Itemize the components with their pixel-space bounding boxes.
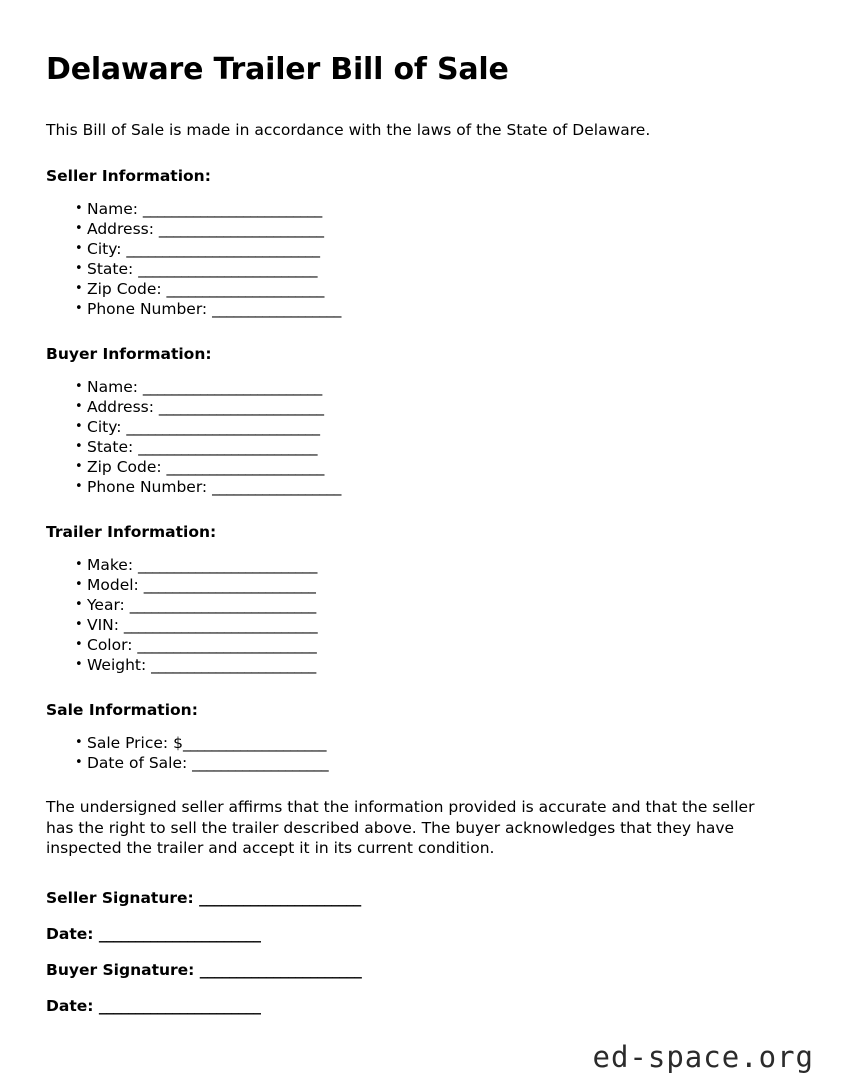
field-blank-line[interactable]: _______________________ xyxy=(158,220,324,238)
seller-signature-row xyxy=(46,887,798,909)
field-label: Weight: xyxy=(87,656,152,674)
list-item xyxy=(46,635,798,655)
list-item xyxy=(46,259,798,279)
field-label: State: xyxy=(87,260,139,278)
field-blank-line[interactable]: ______________________ xyxy=(166,280,324,298)
field-blank-line[interactable]: _________________________ xyxy=(137,636,317,654)
field-label: Zip Code: xyxy=(87,280,167,298)
field-blank-line[interactable]: _______________________ xyxy=(158,398,324,416)
site-watermark: ed-space.org xyxy=(592,1040,814,1074)
document-body xyxy=(46,50,798,1017)
field-blank-line[interactable]: ____________________ xyxy=(182,734,326,752)
field-label: Model: xyxy=(87,576,144,594)
field-blank-line[interactable]: _________________________ xyxy=(142,200,322,218)
list-item xyxy=(46,655,798,675)
field-label: VIN: xyxy=(87,616,124,634)
list-item xyxy=(46,555,798,575)
field-label: Phone Number: xyxy=(87,478,213,496)
field-blank-line[interactable]: _________________________ xyxy=(138,438,317,456)
trailer-information-heading: Trailer Information: xyxy=(46,523,217,541)
page-title: Delaware Trailer Bill of Sale xyxy=(46,52,509,87)
field-label: Make: xyxy=(87,556,138,574)
field-label: Name: xyxy=(87,378,143,396)
field-blank-line[interactable]: _________________________ xyxy=(137,556,317,574)
buyer-signature-row xyxy=(46,959,798,981)
list-item xyxy=(46,733,798,753)
list-item xyxy=(46,219,798,239)
field-label: Year: xyxy=(87,596,130,614)
signature-label: Date: xyxy=(46,996,99,1015)
field-blank-line[interactable]: __________________ xyxy=(212,300,341,318)
field-label: Name: xyxy=(87,200,143,218)
field-blank-line[interactable]: ___________________________ xyxy=(126,418,320,436)
list-item xyxy=(46,239,798,259)
signature-blank-line[interactable]: ______________________ xyxy=(98,924,261,943)
list-item xyxy=(46,199,798,219)
list-item xyxy=(46,279,798,299)
field-blank-line[interactable]: ___________________ xyxy=(192,754,329,772)
signature-block xyxy=(46,887,798,1017)
field-blank-line[interactable]: ___________________________ xyxy=(123,616,317,634)
affirmation-paragraph: The undersigned seller affirms that the information provided is accurate and that the seller has the right to sell the trailer described above. The buyer acknowledges that they have inspected the trailer and accept it in its current condition. xyxy=(46,798,755,857)
signature-blank-line[interactable]: ______________________ xyxy=(199,888,361,907)
seller-information-heading: Seller Information: xyxy=(46,167,211,185)
list-item xyxy=(46,397,798,417)
field-label: Date of Sale: xyxy=(87,754,193,772)
list-item xyxy=(46,299,798,319)
field-label: Sale Price: $ xyxy=(87,734,183,752)
signature-blank-line[interactable]: ______________________ xyxy=(98,996,261,1015)
seller-information-fields xyxy=(46,199,798,319)
signature-blank-line[interactable]: ______________________ xyxy=(199,960,362,979)
field-label: State: xyxy=(87,438,139,456)
list-item xyxy=(46,595,798,615)
field-blank-line[interactable]: ______________________ xyxy=(166,458,324,476)
sale-information-heading: Sale Information: xyxy=(46,701,198,719)
field-blank-line[interactable]: _______________________ xyxy=(151,656,316,674)
field-label: City: xyxy=(87,240,127,258)
sale-information-fields xyxy=(46,733,798,773)
list-item xyxy=(46,417,798,437)
field-label: Address: xyxy=(87,220,159,238)
list-item xyxy=(46,457,798,477)
field-blank-line[interactable]: _________________________ xyxy=(142,378,322,396)
field-blank-line[interactable]: _________________________ xyxy=(138,260,317,278)
signature-label: Buyer Signature: xyxy=(46,960,200,979)
signature-label: Date: xyxy=(46,924,99,943)
field-blank-line[interactable]: ___________________________ xyxy=(126,240,320,258)
list-item xyxy=(46,575,798,595)
field-label: Zip Code: xyxy=(87,458,167,476)
list-item xyxy=(46,377,798,397)
buyer-information-fields xyxy=(46,377,798,497)
buyer-date-row xyxy=(46,995,798,1017)
field-blank-line[interactable]: __________________________ xyxy=(129,596,316,614)
field-blank-line[interactable]: ________________________ xyxy=(143,576,316,594)
buyer-information-heading: Buyer Information: xyxy=(46,345,212,363)
field-label: City: xyxy=(87,418,127,436)
trailer-information-fields xyxy=(46,555,798,675)
field-blank-line[interactable]: __________________ xyxy=(212,478,341,496)
list-item xyxy=(46,477,798,497)
field-label: Phone Number: xyxy=(87,300,213,318)
list-item xyxy=(46,615,798,635)
field-label: Color: xyxy=(87,636,138,654)
list-item xyxy=(46,753,798,773)
seller-date-row xyxy=(46,923,798,945)
signature-label: Seller Signature: xyxy=(46,888,200,907)
field-label: Address: xyxy=(87,398,159,416)
intro-paragraph: This Bill of Sale is made in accordance with the laws of the State of Delaware. xyxy=(46,121,651,139)
list-item xyxy=(46,437,798,457)
